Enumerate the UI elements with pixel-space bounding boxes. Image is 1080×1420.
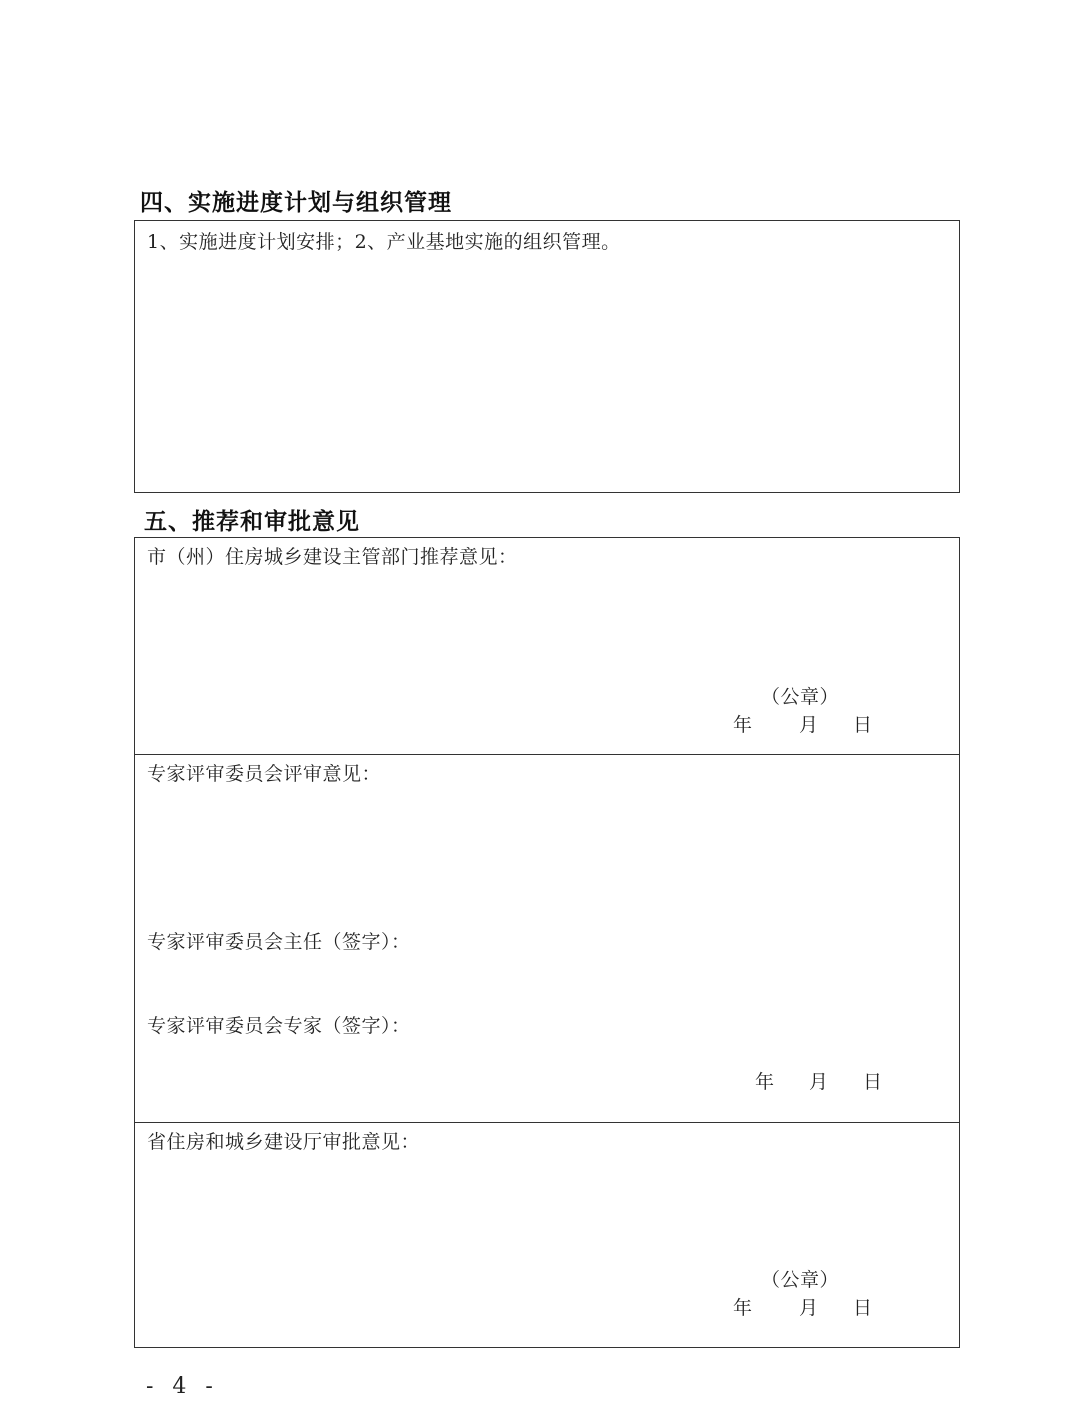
expert-date-year: 年	[755, 1071, 775, 1093]
city-date-month: 月	[799, 714, 819, 736]
city-date-year: 年	[733, 714, 753, 736]
expert-date-month: 月	[809, 1071, 829, 1093]
section-5-table	[134, 537, 960, 1348]
province-date-month: 月	[799, 1297, 819, 1319]
city-recommendation-cell	[135, 538, 959, 754]
expert-review-cell	[135, 754, 959, 1122]
section-5-heading: 五、推荐和审批意见	[144, 509, 360, 535]
city-recommendation-label: 市（州）住房城乡建设主管部门推荐意见：	[147, 546, 518, 568]
province-approval-cell	[135, 1122, 959, 1347]
page-number: - 4 -	[146, 1374, 219, 1399]
expert-review-label: 专家评审委员会评审意见：	[147, 763, 382, 785]
city-seal-label: （公章）	[761, 686, 840, 708]
expert-director-signature-label: 专家评审委员会主任（签字）：	[147, 931, 411, 953]
section-4-box	[134, 220, 960, 493]
section-4-content: 1、实施进度计划安排；2、产业基地实施的组织管理。	[147, 231, 621, 253]
province-date-day: 日	[853, 1297, 873, 1319]
city-date-day: 日	[853, 714, 873, 736]
expert-members-signature-label: 专家评审委员会专家（签字）：	[147, 1015, 411, 1037]
province-approval-label: 省住房和城乡建设厅审批意见：	[147, 1131, 421, 1153]
province-date-year: 年	[733, 1297, 753, 1319]
expert-date-day: 日	[863, 1071, 883, 1093]
province-seal-label: （公章）	[761, 1269, 840, 1291]
section-4-heading: 四、实施进度计划与组织管理	[140, 190, 452, 216]
